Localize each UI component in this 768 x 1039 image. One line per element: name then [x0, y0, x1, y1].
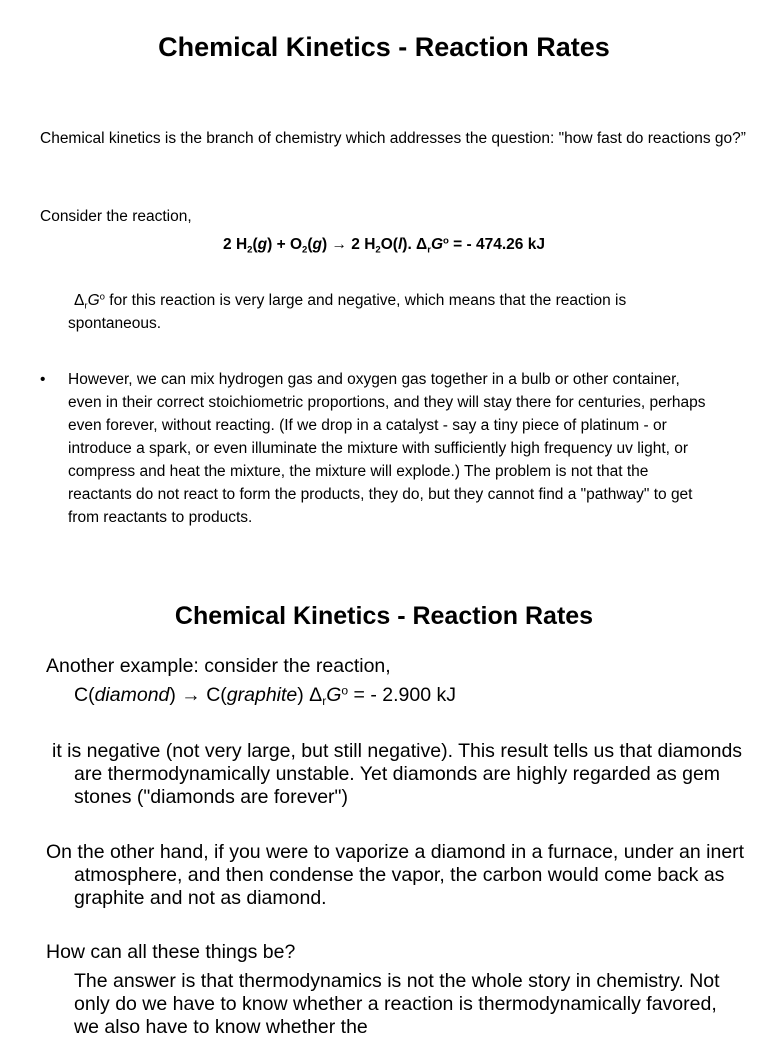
eq-subscript: 2 [247, 244, 253, 256]
eq-text: C( [74, 684, 95, 706]
eq-state: g [312, 236, 322, 253]
slide-title: Chemical Kinetics - Reaction Rates [158, 32, 610, 62]
gibbs-symbol: G [87, 292, 100, 309]
eq-subscript: r [427, 244, 431, 256]
eq-state: graphite [226, 684, 298, 706]
eq-gibbs: G [430, 236, 443, 253]
bullet-text: However, we can mix hydrogen gas and oxygen gas together in a bulb or other container, even in their correct stoichiometric proportions, and they will stay there for centuries, perhaps even forever, without reacting. (If we drop in a catalyst - say a tiny piece of platinum - or introduce a spark, or even illuminate the mixture with sufficiently high frequency uv light, or compress and heat the mixture, the mixture will explode.) The problem is not that the reactants do not react to form the products, they do, but they cannot find a "pathway" to get from reactants to products. [68, 371, 706, 526]
delta-subscript: r [84, 300, 88, 312]
other-hand-paragraph: On the other hand, if you were to vaporize a diamond in a furnace, under an inert atmosphere, and then condense the vapor, the carbon would come back as graphite and not as diamond. [46, 841, 745, 909]
eq-state: g [257, 236, 268, 253]
eq-state: diamond [94, 684, 170, 706]
gibbs-superscript: o [99, 291, 105, 303]
slide-title: Chemical Kinetics - Reaction Rates [174, 602, 594, 630]
eq-text: ( [252, 236, 258, 253]
delta-symbol: Δ [74, 292, 85, 309]
reaction-equation [74, 684, 456, 707]
eq-text: ( [307, 236, 313, 253]
reaction-equation [0, 233, 768, 256]
eq-value: = - 474.26 kJ [448, 236, 545, 253]
slide-2 [0, 580, 768, 1038]
eq-superscript: o [443, 235, 449, 247]
eq-text: ) + O [267, 236, 303, 253]
answer-paragraph: The answer is that thermodynamics is not the whole story in chemistry. Not only do we have to know whether a reaction is thermodynamically favored, we also have to know whether the [74, 970, 720, 1038]
eq-superscript: o [341, 683, 349, 698]
negative-paragraph: it is negative (not very large, but still negative). This result tells us that diamonds are thermodynamically unstable. Yet diamonds are highly regarded as gem stones ("diamonds are forever") [52, 740, 743, 808]
eq-value: = - 2.900 kJ [348, 684, 456, 706]
eq-text: ) → C( [169, 684, 227, 706]
eq-subscript: r [322, 694, 327, 709]
consider-text: Consider the reaction, [40, 208, 192, 225]
eq-text: O( [380, 236, 398, 253]
gibbs-note-text: for this reaction is very large and negative, which means that the reaction is spontaneous. [68, 292, 627, 332]
eq-subscript: 2 [302, 244, 308, 256]
eq-text: 2 H [223, 236, 248, 253]
example-intro: Another example: consider the reaction, [46, 655, 391, 677]
eq-gibbs: G [326, 684, 342, 706]
eq-subscript: 2 [375, 244, 381, 256]
question-text: How can all these things be? [46, 941, 296, 963]
eq-text: ) → 2 H [322, 236, 376, 253]
gibbs-note [68, 289, 718, 335]
eq-text: ) Δ [297, 684, 323, 706]
bullet-dot: • [40, 371, 46, 388]
intro-paragraph: Chemical kinetics is the branch of chemistry which addresses the question: "how fast do reactions go?” [40, 130, 746, 147]
eq-text: ). Δ [402, 236, 428, 253]
eq-state: l [397, 236, 403, 253]
